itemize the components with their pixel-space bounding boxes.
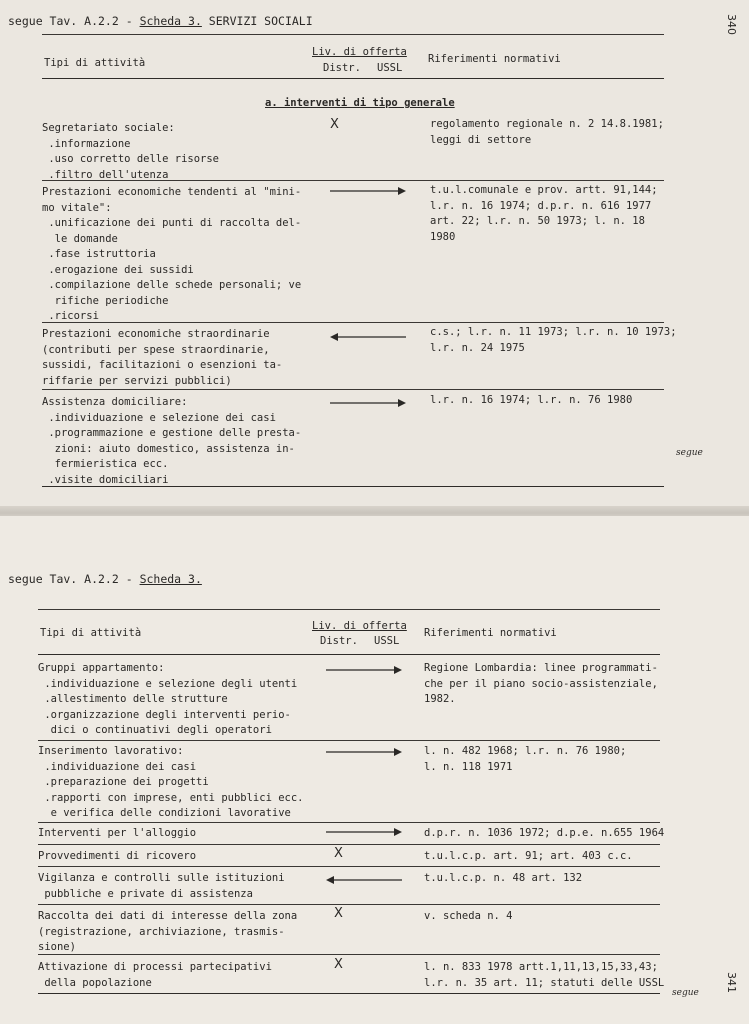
level-mark: X [334, 906, 343, 921]
col-header-distr: Distr. [323, 62, 361, 74]
row-refs: Regione Lombardia: linee programmati- che per il piano socio-assistenziale, 1982. [424, 662, 658, 705]
title-prefix: segue Tav. A.2.2 - [8, 14, 140, 28]
row-activity: Inserimento lavorativo: .individuazione dei casi .preparazione dei progetti .rapporti con imprese, enti pubblici ecc. e verifica delle condizioni lavorative [38, 745, 304, 819]
title-section: SERVIZI SOCIALI [201, 14, 313, 28]
page-title [8, 14, 313, 28]
level-mark: X [330, 117, 339, 132]
col-header-distr: Distr. [320, 635, 358, 647]
row-refs: l.r. n. 16 1974; l.r. n. 76 1980 [430, 394, 633, 406]
row-refs: t.u.l.comunale e prov. artt. 91,144; l.r. n. 16 1974; d.p.r. n. 616 1977 art. 22; l.r. n. 50 1973; l. n. 18 1980 [430, 184, 658, 243]
col-header-activity: Tipi di attività [44, 57, 146, 69]
col-header-ussl: USSL [377, 62, 403, 74]
arrow-right-icon [326, 827, 402, 837]
row-activity: Segretariato sociale: .informazione .uso corretto delle risorse .filtro dell'utenza [42, 122, 220, 181]
col-header-activity: Tipi di attività [40, 627, 142, 639]
arrow-right-icon [326, 665, 402, 675]
col-header-level: Liv. di offerta [312, 46, 407, 58]
row-activity: Provvedimenti di ricovero [38, 850, 197, 862]
row-rule [38, 822, 660, 823]
table-bottom-rule [42, 486, 664, 487]
row-activity: Interventi per l'alloggio [38, 827, 197, 839]
row-refs: l. n. 482 1968; l.r. n. 76 1980; l. n. 118 1971 [424, 745, 627, 773]
row-rule [38, 954, 660, 955]
col-header-level: Liv. di offerta [312, 620, 407, 632]
row-refs: c.s.; l.r. n. 11 1973; l.r. n. 10 1973; l.r. n. 24 1975 [430, 326, 677, 354]
title-scheda: Scheda 3. [139, 14, 202, 28]
row-activity: Raccolta dei dati di interesse della zona (registrazione, archiviazione, trasmis- sione) [38, 910, 298, 953]
row-rule [42, 180, 664, 181]
row-activity: Vigilanza e controlli sulle istituzioni pubbliche e private di assistenza [38, 872, 285, 900]
row-activity: Assistenza domiciliare: .individuazione e selezione dei casi .programmazione e gestione delle presta- zioni: aiuto domestico, assistenza in- fermieristica ecc. .visite domiciliari [42, 396, 302, 486]
col-header-refs: Riferimenti normativi [428, 53, 561, 65]
row-refs: d.p.r. n. 1036 1972; d.p.e. n.655 1964 [424, 827, 665, 839]
row-activity: Prestazioni economiche straordinarie (contributi per spese straordinarie, sussidi, facilitazioni o esenzioni ta- riffarie per servizi pubblici) [42, 328, 283, 387]
arrow-left-icon [326, 875, 402, 885]
page-number: 341 [725, 972, 738, 993]
title-prefix: segue Tav. A.2.2 - [8, 572, 140, 586]
page-title [8, 572, 202, 586]
header-rule [38, 654, 660, 655]
row-refs: l. n. 833 1978 artt.1,11,13,15,33,43; l.r. n. 35 art. 11; statuti delle USSL [424, 961, 665, 989]
col-header-refs: Riferimenti normativi [424, 627, 557, 639]
row-refs: v. scheda n. 4 [424, 910, 513, 922]
table-bottom-rule [38, 993, 660, 994]
table-top-rule [38, 609, 660, 610]
row-activity: Prestazioni economiche tendenti al "mini- mo vitale": .unificazione dei punti di raccolta del- le domande .fase istruttoria .erogazione dei sussidi .compilazione delle schede personali; ve rifiche periodiche .ricorsi [42, 186, 302, 322]
row-refs: regolamento regionale n. 2 14.8.1981; leggi di settore [430, 118, 664, 146]
row-activity: Attivazione di processi partecipativi della popolazione [38, 961, 272, 989]
segue-note: segue [676, 448, 703, 458]
row-rule [38, 844, 660, 845]
row-refs: t.u.l.c.p. art. 91; art. 403 c.c. [424, 850, 633, 862]
row-rule [38, 740, 660, 741]
arrow-right-icon [326, 747, 402, 757]
table-top-rule [42, 34, 664, 35]
arrow-left-icon [330, 332, 406, 342]
arrow-right-icon [330, 186, 406, 196]
page-number: 340 [725, 14, 738, 35]
segue-note: segue [672, 988, 699, 998]
level-mark: X [334, 846, 343, 861]
row-rule [38, 866, 660, 867]
row-rule [42, 322, 664, 323]
row-refs: t.u.l.c.p. n. 48 art. 132 [424, 872, 583, 884]
row-rule [38, 904, 660, 905]
arrow-right-icon [330, 398, 406, 408]
row-activity: Gruppi appartamento: .individuazione e selezione degli utenti .allestimento delle strutture .organizzazione degli interventi perio- dici o continuativi degli operatori [38, 662, 298, 736]
level-mark: X [334, 957, 343, 972]
header-rule [42, 78, 664, 79]
title-scheda: Scheda 3. [139, 572, 202, 586]
section-heading: a. interventi di tipo generale [265, 97, 455, 109]
row-rule [42, 389, 664, 390]
col-header-ussl: USSL [374, 635, 400, 647]
